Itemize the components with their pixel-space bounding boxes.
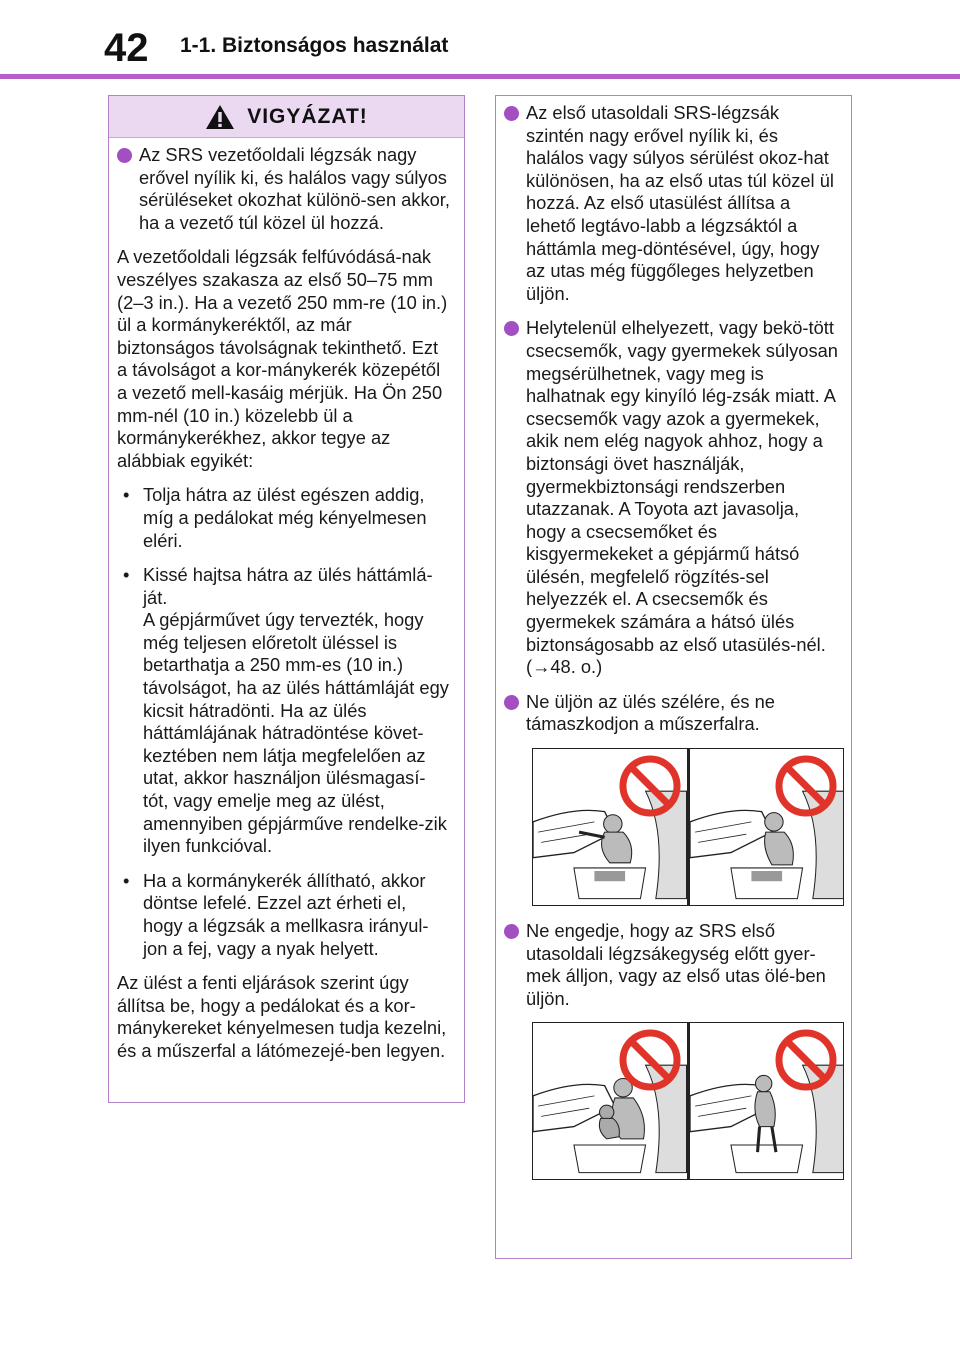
bullet-mark: • [123, 564, 130, 586]
header-rule [0, 74, 960, 79]
warning-body [496, 96, 851, 1180]
prohibition-icon [619, 1029, 681, 1091]
warning-box-continued [495, 95, 852, 1259]
warning-box [108, 95, 465, 1103]
warning-header [109, 96, 464, 138]
bullet-text: Ne engedje, hogy az SRS első utasoldali légzsákegység előtt gyer-mek álljon, vagy az első utas ölé-ben üljön. [526, 920, 826, 1009]
dash-text: A gépjárművet úgy tervezték, hogy még teljesen előretolt üléssel is betarthatja a 250 mm-es (10 in.) távolságot, ha az ülés háttámláját egy kicsit hátradönti. Ha az ülés háttámlájának hátradöntése követ-keztében nem látja megfelelően az utat, akkor használjon ülésmagasí-tót, vagy emelje meg az ülést, amennyiben gépjárműve rendelke-zik ilyen funkcióval. [143, 609, 449, 857]
page-number: 42 [104, 26, 149, 70]
page-reference[interactable]: 48. o.) [550, 656, 603, 678]
list-item [117, 870, 450, 960]
illustration-panel [533, 1023, 687, 1179]
prohibition-icon [775, 1029, 837, 1091]
bullet-text: Ne üljön az ülés szélére, és ne támaszkodjon a műszerfalra. [526, 690, 775, 735]
paragraph: A vezetőoldali légzsák felfúvódásá-nak veszélyes szakasza az első 50–75 mm (2–3 in.). Ha a vezető 250 mm-re (10 in.) ül a kormánykeréktől, az már biztonságos távolságnak tekinthető. Ezt a távolságot a kor-mánykerék közepétől a vezető mell-kasáig mérjük. Ha Ön 250 mm-nél (10 in.) közelebb ül a kormánykerékhez, akkor tegye az alábbiak egyikét: [117, 246, 448, 471]
list-item [504, 920, 839, 1010]
bullet-dot-icon [117, 148, 132, 163]
dash-text: Kissé hajtsa hátra az ülés háttámlá-ját. [143, 564, 433, 608]
warning-title: VIGYÁZAT! [247, 104, 368, 128]
paragraph: Az ülést a fenti eljárások szerint úgy állítsa be, hogy a pedálokat és a kor-mánykereket kényelmesen tudja kezelni, és a műszerfal a látómezejé-ben legyen. [117, 972, 447, 1061]
list-item [117, 484, 450, 552]
page-header [0, 0, 960, 80]
list-item [117, 144, 450, 234]
list-item [504, 317, 839, 679]
dash-text: Tolja hátra az ülést egészen addig, míg a pedálokat még kényelmesen eléri. [143, 484, 427, 551]
illustration-panel [533, 749, 687, 905]
bullet-dot-icon [504, 106, 519, 121]
section-title: 1-1. Biztonságos használat [180, 34, 449, 57]
bullet-text: Az első utasoldali SRS-légzsák szintén nagy erővel nyílik ki, és halálos vagy súlyos sérülést okoz-hat különösen, ha az első utas túl közel ül hozzá. Az első utasülést állítsa a lehető legtávo-labb a légzsáktól a háttámla meg-döntésével, úgy, hogy az utas még függőleges helyzetben üljön. [526, 102, 834, 304]
prohibition-icon [775, 755, 837, 817]
warning-body [109, 138, 464, 1063]
dash-text: Ha a kormánykerék állítható, akkor döntse lefelé. Ezzel azt érheti el, hogy a légzsák a mellkasra irányul-jon a fej, vagy a nyak helyett. [143, 869, 429, 959]
bullet-dot-icon [504, 695, 519, 710]
list-item [504, 102, 839, 305]
bullet-dot-icon [504, 321, 519, 336]
arrow-icon: → [532, 656, 551, 678]
bullet-text: Helytelenül elhelyezett, vagy bekö-tött csecsemők, vagy gyermekek súlyosan megsérülhetnek, vagy meg is halhatnak egy kinyíló lég-zsák miatt. A csecsemők vagy azok a gyermekek, akik nem elég nagyok ahhoz, hogy a biztonsági övet használják, gyermekbiztonsági rendszerben utazzanak. A Toyota azt javasolja, hogy a csecsemőket és kisgyermekeket a gépjármű hátsó ülésén, megfelelő rögzítés-sel helyezzék el. A csecsemők és gyermekek számára a hátsó ülés biztonságosabb az első utasülés-nél. ( [526, 317, 838, 678]
bullet-mark: • [123, 484, 130, 506]
illustration-child-front [532, 1022, 844, 1180]
illustration-seat-edge [532, 748, 844, 906]
bullet-mark: • [123, 869, 130, 891]
bullet-dot-icon [504, 924, 519, 939]
illustration-panel [687, 1023, 844, 1179]
illustration-panel [687, 749, 844, 905]
list-item [117, 564, 450, 858]
bullet-text: Az SRS vezetőoldali légzsák nagy erővel nyílik ki, és halálos vagy súlyos sérüléseket okozhat különö-sen akkor, ha a vezető túl közel ül hozzá. [139, 144, 450, 233]
warning-triangle-icon [205, 104, 235, 130]
list-item [504, 691, 839, 736]
prohibition-icon [619, 755, 681, 817]
